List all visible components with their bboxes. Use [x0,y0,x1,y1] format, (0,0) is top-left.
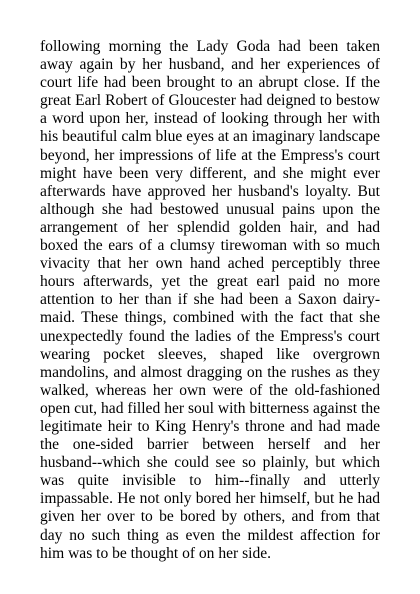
text-line: the one-sided barrier between herself and her [40,436,380,454]
text-line: legitimate heir to King Henry's throne and had made [40,417,380,435]
text-line: walked, whereas her own were of the old-fashioned [40,381,380,399]
text-line: was quite invisible to him--finally and utterly [40,472,380,490]
text-line: given her over to be bored by others, and from that [40,508,380,526]
text-line: his beautiful calm blue eyes at an imaginary landscape [40,128,380,146]
text-line: open cut, had filled her soul with bitterness against the [40,399,380,417]
text-line: vivacity that her own hand ached perceptibly three [40,255,380,273]
text-line: beyond, her impressions of life at the Empress's court [40,146,380,164]
text-line: mandolins, and almost dragging on the rushes as they [40,363,380,381]
text-line-last: him was to be thought of on her side. [40,544,272,562]
text-line: following morning the Lady Goda had been taken [40,38,380,55]
text-line: wearing pocket sleeves, shaped like overgrown [40,345,380,363]
text-line: a word upon her, instead of looking through her with [40,110,380,128]
text-line: afterwards have approved her husband's loyalty. But [40,182,380,200]
text-line: boxed the ears of a clumsy tirewoman with so much [40,237,380,255]
text-line: might have been very different, and she might ever [40,164,380,182]
text-line: unexpectedly found the ladies of the Empress's court [40,327,380,345]
text-line: hours afterwards, yet the great earl paid no more [40,273,380,291]
text-line: husband--which she could see so plainly, but which [40,454,380,472]
text-line: day no such thing as even the mildest affection for [40,526,380,544]
text-line: arrangement of her splendid golden hair, and had [40,218,380,236]
text-line: maid. These things, combined with the fact that she [40,309,380,327]
text-line: although she had bestowed unusual pains upon the [40,200,380,218]
text-line: impassable. He not only bored her himself, but he had [40,490,380,508]
text-line: attention to her than if she had been a Saxon dairy- [40,291,380,309]
text-line: great Earl Robert of Gloucester had deigned to bestow [40,92,380,110]
text-line: away again by her husband, and her experiences of [40,56,380,74]
book-page-text [40,38,380,563]
text-line: court life had been brought to an abrupt close. If the [40,74,380,92]
